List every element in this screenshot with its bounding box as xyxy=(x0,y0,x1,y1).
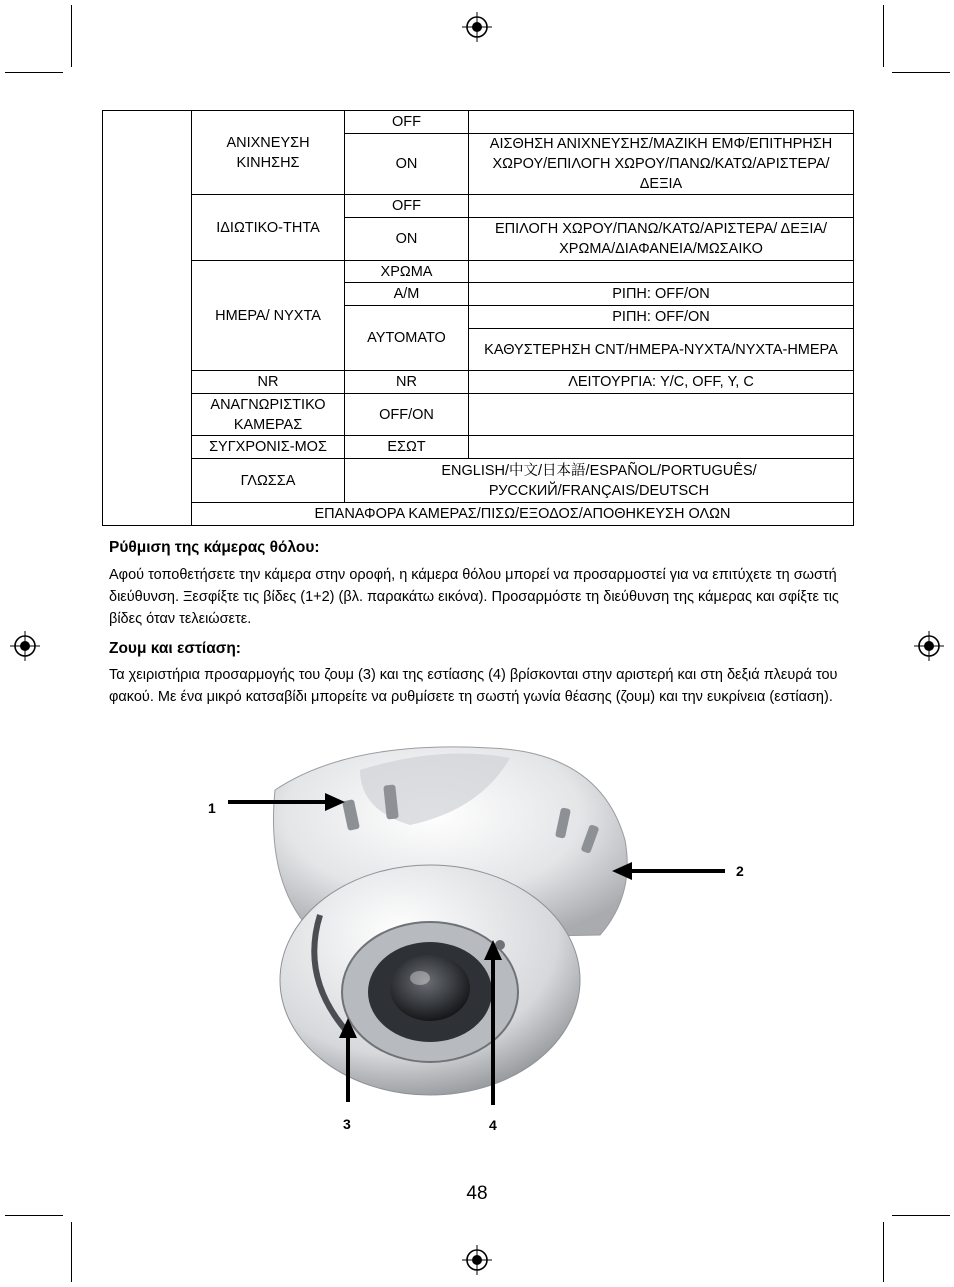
table-cell: ΑΙΣΘΗΣΗ ΑΝΙΧΝΕΥΣΗΣ/ΜΑΖΙΚΗ ΕΜΦ/ΕΠΙΤΗΡΗΣΗ ΧΩΡΟΥ/ΕΠΙΛΟΓΗ ΧΩΡΟΥ/ΠΑΝΩ/ΚΑΤΩ/ΑΡΙΣΤΕΡΑ/ΔΕΞΙΑ xyxy=(469,134,854,195)
crop-mark xyxy=(5,72,63,73)
table-cell: ON xyxy=(345,134,469,195)
table-cell: ΑΥΤΟΜΑΤΟ xyxy=(345,306,469,371)
table-cell: ΛΕΙΤΟΥΡΓΙΑ: Y/C, OFF, Y, C xyxy=(469,371,854,394)
page-number: 48 xyxy=(466,1183,488,1204)
table-cell: ΚΑΘΥΣΤΕΡΗΣΗ CNT/ΗΜΕΡΑ-ΝΥΧΤΑ/ΝΥΧΤΑ-ΗΜΕΡΑ xyxy=(469,329,854,371)
table-cell: ΓΛΩΣΣΑ xyxy=(192,459,345,503)
crop-mark xyxy=(5,1215,63,1216)
callout-label: 2 xyxy=(736,863,744,879)
table-cell: ENGLISH/中文/日本語/ESPAÑOL/PORTUGUÊS/ РУССКИЙ/FRANÇAIS/DEUTSCH xyxy=(345,459,854,503)
registration-mark-icon xyxy=(462,1245,492,1275)
table-cell: OFF/ON xyxy=(345,394,469,436)
crop-mark xyxy=(892,1215,950,1216)
table-cell: OFF xyxy=(345,111,469,134)
table-cell xyxy=(469,436,854,459)
osd-menu-table xyxy=(102,110,854,526)
section-heading: Ζουμ και εστίαση: xyxy=(109,640,241,657)
table-cell xyxy=(469,111,854,134)
table-cell: ΕΠΙΛΟΓΗ ΧΩΡΟΥ/ΠΑΝΩ/ΚΑΤΩ/ΑΡΙΣΤΕΡΑ/ ΔΕΞΙΑ/ΧΡΩΜΑ/ΔΙΑΦΑΝΕΙΑ/ΜΩΣΑΙΚΟ xyxy=(469,218,854,261)
section-heading: Ρύθμιση της κάμερας θόλου: xyxy=(109,539,320,556)
table-cell: ΑΝΑΓΝΩΡΙΣΤΙΚΟ ΚΑΜΕΡΑΣ xyxy=(192,394,345,436)
table-cell: ΧΡΩΜΑ xyxy=(345,261,469,283)
table-cell: Α/Μ xyxy=(345,283,469,306)
table-cell: ΑΝΙΧΝΕΥΣΗ ΚΙΝΗΣΗΣ xyxy=(192,111,345,195)
callout-arrows xyxy=(180,730,780,1150)
table-cell xyxy=(469,261,854,283)
table-cell: ΙΔΙΩΤΙΚΟ-ΤΗΤΑ xyxy=(192,195,345,261)
crop-mark xyxy=(883,1222,884,1282)
registration-mark-icon xyxy=(10,631,40,661)
table-cell xyxy=(469,394,854,436)
crop-mark xyxy=(71,1222,72,1282)
table-cell: ΡΙΠΗ: OFF/ON xyxy=(469,283,854,306)
paragraph: Τα χειριστήρια προσαρμογής του ζουμ (3) και της εστίασης (4) βρίσκονται στην αριστερή και στη δεξιά πλευρά του φακού. Με ένα μικρό κατσαβίδι μπορείτε να ρυθμίσετε τη σωστή γωνία θέασης (ζουμ) και την ευκρίνεια (εστίαση). xyxy=(109,667,838,705)
crop-mark xyxy=(892,72,950,73)
table-cell: ΡΙΠΗ: OFF/ON xyxy=(469,306,854,329)
paragraph: Αφού τοποθετήσετε την κάμερα στην οροφή, η κάμερα θόλου μπορεί να προσαρμοστεί για να επιτύχετε τη σωστή διεύθυνση. Ξεσφίξτε τις βίδες (1+2) (βλ. παρακάτω εικόνα). Προσαρμόστε τη διεύθυνση της κάμερας και σφίξτε τις βίδες όταν τελειώσετε. xyxy=(109,567,839,627)
table-cell: ΗΜΕΡΑ/ ΝΥΧΤΑ xyxy=(192,261,345,371)
crop-mark xyxy=(71,5,72,67)
table-cell: NR xyxy=(192,371,345,394)
registration-mark-icon xyxy=(914,631,944,661)
table-cell xyxy=(469,195,854,218)
dome-camera-figure xyxy=(180,730,780,1150)
table-cell: NR xyxy=(345,371,469,394)
callout-label: 1 xyxy=(208,800,216,816)
crop-mark xyxy=(883,5,884,67)
registration-mark-icon xyxy=(462,12,492,42)
table-cell: OFF xyxy=(345,195,469,218)
callout-label: 4 xyxy=(489,1117,497,1133)
table-cell: ON xyxy=(345,218,469,261)
table-cell: ΣΥΓΧΡΟΝΙΣ-ΜΟΣ xyxy=(192,436,345,459)
table-blank-column xyxy=(103,111,192,526)
callout-label: 3 xyxy=(343,1116,351,1132)
table-footer-row: ΕΠΑΝΑΦΟΡΑ ΚΑΜΕΡΑΣ/ΠΙΣΩ/ΕΞΟΔΟΣ/ΑΠΟΘΗΚΕΥΣΗ ΟΛΩΝ xyxy=(192,503,854,526)
table-cell: ΕΣΩΤ xyxy=(345,436,469,459)
